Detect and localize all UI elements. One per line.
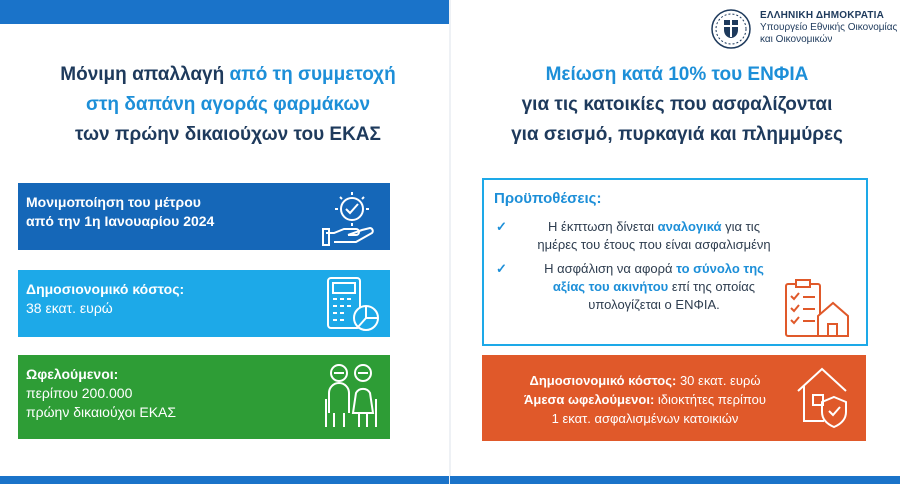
cost-beneficiaries-box xyxy=(482,355,866,441)
heading-plain: Μόνιμη απαλλαγή xyxy=(60,64,230,85)
ministry-line2: και Οικονομικών xyxy=(760,34,833,45)
condition-item-2 xyxy=(496,260,796,314)
greek-emblem-icon xyxy=(711,9,751,49)
right-heading-highlight: Μείωση κατά 10% του ΕΝΦΙΑ xyxy=(545,64,809,85)
house-shield-icon xyxy=(794,363,854,429)
measure-line2: από την 1η Ιανουαρίου 2024 xyxy=(26,213,215,229)
ministry-line1: Υπουργείο Εθνικής Οικονομίας xyxy=(760,22,898,33)
fiscal-cost-label: Δημοσιονομικό κόστος: xyxy=(26,281,185,297)
checklist-house-icon xyxy=(782,278,852,340)
right-heading xyxy=(462,60,892,150)
fiscal-cost-box xyxy=(18,270,390,337)
beneficiaries-box xyxy=(18,355,390,439)
beneficiaries-line1: περίπου 200.000 xyxy=(26,385,133,401)
fiscal-cost-text xyxy=(26,280,316,318)
bottom-accent-bar-left xyxy=(0,476,449,484)
condition2-bold1: το σύνολο της xyxy=(676,261,764,276)
heading-highlight-line2: στη δαπάνη αγοράς φαρμάκων xyxy=(85,94,371,115)
beneficiaries-label: Ωφελούμενοι: xyxy=(26,366,119,382)
condition2-text-a: Η ασφάλιση να αφορά xyxy=(544,261,677,276)
heading-highlight: από τη συμμετοχή xyxy=(229,64,396,85)
government-title: ΕΛΛΗΝΙΚΗ ΔΗΜΟΚΡΑΤΙΑ xyxy=(760,10,885,21)
condition1-text-a: Η έκπτωση δίνεται xyxy=(548,219,658,234)
measure-permanence-box xyxy=(18,183,390,250)
calculator-chart-icon xyxy=(322,276,380,334)
condition2-bold2: αξίας του ακινήτου xyxy=(552,279,669,294)
right-beneficiaries-label: Άμεσα ωφελούμενοι: xyxy=(524,392,655,407)
cost-text xyxy=(490,371,800,428)
conditions-box xyxy=(482,178,868,346)
condition1-line2: ημέρες του έτους που είναι ασφαλισμένη xyxy=(537,237,771,252)
panel-divider xyxy=(449,0,451,484)
condition1-bold: αναλογικά xyxy=(657,219,722,234)
left-heading xyxy=(18,60,438,150)
beneficiaries-line2: πρώην δικαιούχοι ΕΚΑΣ xyxy=(26,404,177,420)
checkmark-icon: ✓ xyxy=(496,261,507,276)
top-accent-bar xyxy=(0,0,449,24)
measure-line1: Μονιμοποίηση του μέτρου xyxy=(26,194,201,210)
right-cost-label: Δημοσιονομικό κόστος: xyxy=(529,373,677,388)
condition1-text-b: για τις xyxy=(721,219,760,234)
condition2-text-b: επί της οποίας xyxy=(668,279,756,294)
fiscal-cost-value: 38 εκατ. ευρώ xyxy=(26,300,113,316)
right-beneficiaries-value: ιδιοκτήτες περίπου xyxy=(654,392,766,407)
elderly-couple-icon xyxy=(322,359,380,431)
right-heading-line3: για σεισμό, πυρκαγιά και πλημμύρες xyxy=(511,124,843,145)
conditions-title: Προϋποθέσεις: xyxy=(494,190,602,207)
right-cost-value: 30 εκατ. ευρώ xyxy=(676,373,761,388)
condition-item-1 xyxy=(496,218,796,254)
government-label xyxy=(760,10,900,46)
measure-text xyxy=(26,193,316,231)
checkmark-icon: ✓ xyxy=(496,219,507,234)
right-beneficiaries-line2: 1 εκατ. ασφαλισμένων κατοικιών xyxy=(551,411,739,426)
heading-line3: των πρώην δικαιούχων του ΕΚΑΣ xyxy=(75,124,381,145)
condition2-line3: υπολογίζεται ο ΕΝΦΙΑ. xyxy=(588,297,720,312)
right-heading-line2: για τις κατοικίες που ασφαλίζονται xyxy=(521,94,833,115)
beneficiaries-text xyxy=(26,365,316,422)
bottom-accent-bar-right xyxy=(450,476,900,484)
hand-checkmark-icon xyxy=(322,189,380,247)
